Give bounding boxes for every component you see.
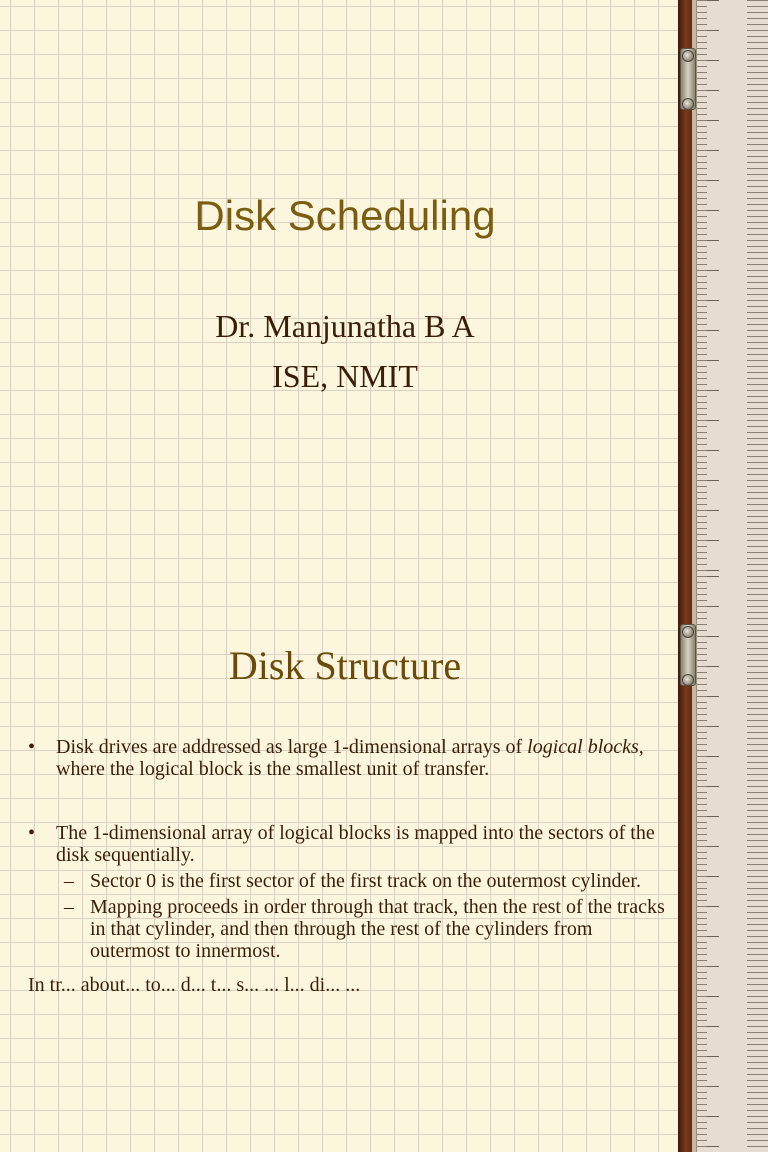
author-name: Dr. Manjunatha B A: [215, 308, 475, 344]
bullet-item: [28, 822, 668, 866]
sub-bullet-item: [28, 870, 668, 892]
bullet-item: [28, 736, 668, 780]
sub-bullet-marker: –: [64, 870, 74, 892]
ruler-scale: [696, 0, 768, 576]
ruler-decoration: [678, 576, 768, 1152]
bullet-text: Disk drives are addressed as large 1-dimensional arrays of: [56, 736, 528, 758]
slide-title: Disk Structure: [228, 643, 462, 688]
content-slide: [0, 576, 768, 1152]
sub-bullet-item: [28, 896, 668, 962]
cut-off-line: In tr... about... to... d... t... s... ... l... di... ...: [28, 974, 361, 996]
sub-bullet-marker: –: [64, 896, 74, 918]
affiliation: ISE, NMIT: [272, 358, 418, 394]
screw-icon: [682, 626, 694, 638]
bullet-marker: •: [28, 822, 36, 844]
sub-bullet-text: Mapping proceeds in order through that track, then the rest of the tracks in that cylinder, and then through the rest of the cylinders from outermost to innermost.: [90, 896, 665, 962]
bullet-text: The 1-dimensional array of logical blocks is mapped into the sectors of the disk sequentially.: [56, 822, 655, 866]
ruler-decoration: [678, 0, 768, 576]
screw-icon: [682, 674, 694, 686]
sub-bullet-text: Sector 0 is the first sector of the first track on the outermost cylinder.: [90, 870, 641, 892]
bullet-marker: •: [28, 736, 36, 758]
bullet-emphasis: logical blocks: [527, 736, 639, 758]
slide-title: Disk Scheduling: [194, 192, 496, 239]
bullet-text: , where the logical block is the smallest unit of transfer.: [56, 736, 644, 780]
screw-icon: [682, 98, 694, 110]
screw-icon: [682, 50, 694, 62]
slide-body: [28, 736, 668, 996]
ruler-scale: [696, 576, 768, 1152]
